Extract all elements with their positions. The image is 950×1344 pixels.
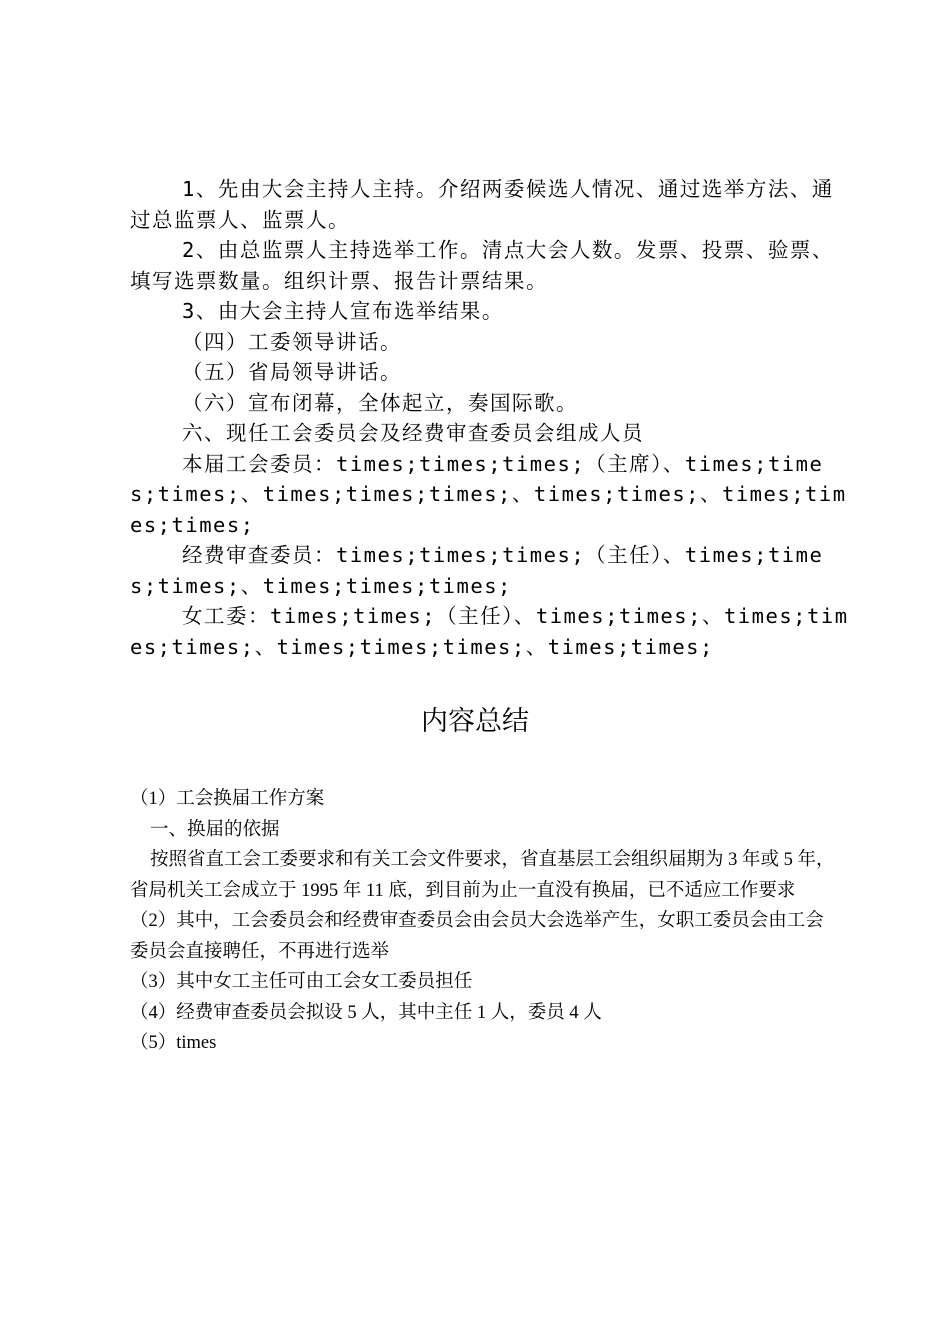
summary-line-7: （5）times <box>130 1033 217 1053</box>
summary-line-1: （1）工会换届工作方案 <box>130 789 325 809</box>
paragraph-item-4: （四）工委领导讲话。 <box>182 329 402 354</box>
summary-line-5: （3）其中女工主任可由工会女工委员担任 <box>130 972 473 992</box>
paragraph-step-2: 2、由总监票人主持选举工作。清点大会人数。发票、投票、验票、填写选票数量。组织计票、报告计票结果。 <box>130 238 834 293</box>
paragraph-step-3: 3、由大会主持人宣布选举结果。 <box>182 299 504 323</box>
summary-line-4: （2）其中，工会委员会和经费审查委员会由会员大会选举产生，女职工委员会由工会委员会直接聘任，不再进行选举 <box>130 911 824 962</box>
paragraph-union-committee: 本届工会委员：times;times;times;（主席）、times;times;times;、times;times;times;、times;times;、times;times;times; <box>130 451 847 537</box>
paragraph-step-1: 1、先由大会主持人主持。介绍两委候选人情况、通过选举方法、通过总监票人、监票人。 <box>130 177 834 232</box>
section-heading-members: 六、现任工会委员会及经费审查委员会组成人员 <box>182 421 644 445</box>
summary-section <box>130 784 840 1059</box>
paragraph-item-6: （六）宣布闭幕，全体起立，奏国际歌。 <box>182 390 578 415</box>
summary-line-2: 一、换届的依据 <box>150 819 280 840</box>
summary-line-3: 按照省直工会工委要求和有关工会文件要求，省直基层工会组织届期为 3 年或 5 年，省局机关工会成立于 1995 年 11 底，到目前为止一直没有换届，已不适应工作要求 <box>130 850 835 901</box>
body-text-section <box>130 174 850 662</box>
paragraph-women-committee: 女工委：times;times;（主任）、times;times;、times;times;times;、times;times;times;、times;times; <box>130 604 849 659</box>
summary-title: 内容总结 <box>421 706 529 737</box>
summary-line-6: （4）经费审查委员会拟设 5 人，其中主任 1 人，委员 4 人 <box>130 1002 602 1023</box>
paragraph-item-5: （五）省局领导讲话。 <box>182 360 402 384</box>
paragraph-audit-committee: 经费审查委员：times;times;times;（主任）、times;times;times;、times;times;times; <box>130 543 824 598</box>
